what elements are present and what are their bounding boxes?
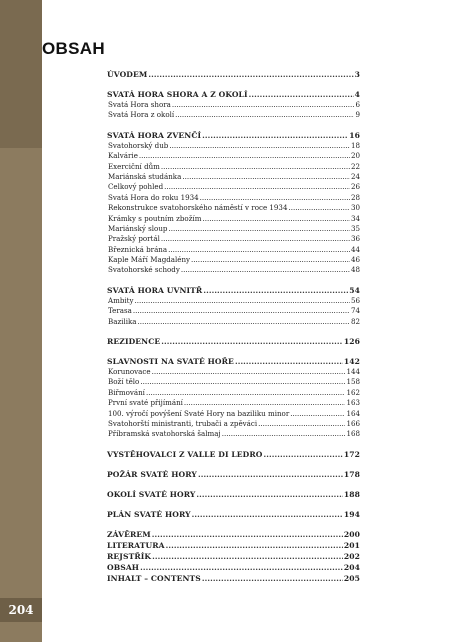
toc-subsection[interactable] [107,377,360,387]
toc-section[interactable] [107,69,360,80]
toc-page-number: 16 [349,130,360,140]
toc-label: První svaté přijímání [108,398,183,408]
toc-page-number: 202 [343,551,360,561]
toc-subsection[interactable] [107,255,360,265]
toc-page-number: 158 [346,377,360,387]
toc-section[interactable] [107,356,360,367]
toc-subsection[interactable] [107,224,360,234]
toc-spacer [107,327,360,336]
toc-subsection[interactable] [107,182,360,192]
toc-leader-dots [166,540,343,551]
toc-page-number: 28 [350,192,360,202]
toc-leader-dots [263,449,342,460]
toc-page-number: 142 [343,357,360,367]
toc-page-number: 178 [343,469,360,479]
toc-page-number: 188 [343,489,360,499]
toc-label: Kaple Máří Magdalény [108,255,191,265]
toc-page-number: 22 [350,161,360,171]
toc-spacer [107,460,360,469]
toc-leader-dots [288,203,350,213]
toc-label: Bazilika [108,316,137,326]
toc-subsection[interactable] [107,265,360,275]
toc-leader-dots [235,356,343,367]
toc-leader-dots [203,285,348,296]
toc-page-number: 6 [355,100,360,109]
toc-label: Svatá Hora do roku 1934 [108,192,199,202]
toc-leader-dots [175,110,354,120]
toc-leader-dots [200,193,350,203]
toc-label: 100. výročí povýšení Svaté Hory na baziliku minor [108,408,290,418]
toc-leader-dots [168,245,350,255]
toc-page-number: 46 [350,255,360,265]
toc-leader-dots [182,172,350,182]
toc-spacer [107,121,360,130]
toc-page-number: 3 [354,70,360,79]
toc-page-number: 204 [343,562,360,572]
toc-leader-dots [181,265,350,275]
toc-section[interactable] [107,562,360,573]
toc-page-number: 56 [350,295,360,305]
toc-page-number: 9 [355,110,360,120]
toc-leader-dots [184,398,346,408]
toc-page-number: 162 [346,387,360,397]
toc-section[interactable] [107,336,360,347]
toc-page-number: 35 [350,223,360,233]
toc-leader-dots [168,224,350,234]
toc-page-number: 74 [350,306,360,316]
toc-label: SLAVNOSTI NA SVATÉ HOŘE [107,357,234,367]
toc-subsection[interactable] [107,100,360,110]
toc-page-number: 82 [350,316,360,326]
toc-section[interactable] [107,489,360,500]
toc-section[interactable] [107,540,360,551]
toc-page-number: 163 [346,398,360,408]
toc-subsection[interactable] [107,398,360,408]
toc-label: Ambity [108,295,134,305]
toc-subsection[interactable] [107,419,360,429]
toc-label: OBSAH [107,562,140,572]
toc-page-number: 54 [349,285,360,295]
toc-label: Biřmování [108,387,145,397]
toc-label: Exerciční dům [108,161,160,171]
toc-page-number: 205 [343,573,360,583]
toc-page-number: 18 [350,140,360,150]
toc-subsection[interactable] [107,306,360,316]
toc-leader-dots [249,89,354,100]
toc-spacer [107,80,360,89]
toc-page-number: 194 [343,509,360,519]
toc-label: REZIDENCE [107,337,161,347]
toc-section[interactable] [107,285,360,296]
toc-label: VYSTĚHOVALCI Z VALLE DI LEDRO [107,449,263,459]
toc-label: Celkový pohled [108,182,164,192]
toc-spacer [107,276,360,285]
toc-label: Kalvárie [108,151,138,161]
toc-label: Svatá Hora shora [108,100,171,109]
toc-label: OKOLÍ SVATÉ HORY [107,489,196,499]
toc-leader-dots [133,306,350,316]
toc-section[interactable] [107,89,360,100]
toc-spacer [107,480,360,489]
toc-subsection[interactable] [107,172,360,182]
toc-page-number: 24 [350,171,360,181]
toc-leader-dots [258,419,345,429]
toc-section[interactable] [107,130,360,141]
toc-page-number: 44 [350,244,360,254]
toc-page-number: 36 [350,234,360,244]
toc-subsection[interactable] [107,317,360,327]
toc-leader-dots [191,255,350,265]
toc-section[interactable] [107,529,360,540]
toc-spacer [107,520,360,529]
toc-leader-dots [202,573,343,584]
toc-leader-dots [164,182,350,192]
toc-leader-dots [152,529,343,540]
toc-page-number: 30 [350,203,360,213]
toc-leader-dots [198,469,343,480]
toc-label: ÚVODEM [107,70,148,79]
toc-subsection[interactable] [107,429,360,439]
toc-page-number: 200 [343,529,360,539]
toc-subsection[interactable] [107,296,360,306]
toc-label: Korunovace [108,367,151,377]
toc-leader-dots [135,296,350,306]
toc-leader-dots [169,141,350,151]
table-of-contents [107,69,360,584]
toc-section[interactable] [107,449,360,460]
toc-leader-dots [152,367,346,377]
toc-label: REJSTŘÍK [107,551,152,561]
toc-subsection[interactable] [107,151,360,161]
toc-label: Pražský portál [108,234,160,244]
toc-page-number: 20 [350,151,360,161]
toc-subsection[interactable] [107,110,360,120]
toc-label: Boží tělo [108,377,140,387]
toc-section[interactable] [107,469,360,480]
toc-leader-dots [161,162,350,172]
toc-leader-dots [172,100,355,110]
toc-subsection[interactable] [107,141,360,151]
toc-label: Terasa [108,306,132,316]
toc-subsection[interactable] [107,388,360,398]
toc-label: Svatohorští ministranti, trubači a zpěváci [108,418,258,428]
toc-leader-dots [140,377,345,387]
toc-label: Svatohorský dub [108,140,169,150]
toc-leader-dots [192,509,343,520]
toc-leader-dots [139,151,350,161]
toc-subsection[interactable] [107,162,360,172]
toc-subsection[interactable] [107,193,360,203]
toc-leader-dots [138,317,350,327]
page-title: OBSAH [42,39,105,58]
toc-label: SVATÁ HORA SHORA A Z OKOLÍ [107,90,248,99]
toc-leader-dots [161,234,350,244]
toc-spacer [107,440,360,449]
toc-label: LITERATURA [107,540,165,550]
toc-label: Svatá Hora z okolí [108,110,175,120]
toc-page-number: 126 [343,337,360,347]
toc-label: Mariánská studánka [108,171,182,181]
toc-label: Krámky s poutním zbožím [108,213,202,223]
toc-page-number: 48 [350,265,360,275]
toc-subsection[interactable] [107,234,360,244]
toc-leader-dots [152,551,343,562]
toc-label: PLÁN SVATÉ HORY [107,509,191,519]
toc-section[interactable] [107,551,360,562]
toc-label: Rekonstrukce svatohorského náměstí v roce 1934 [108,203,288,213]
toc-section[interactable] [107,509,360,520]
toc-subsection[interactable] [107,203,360,213]
toc-label: Mariánský sloup [108,223,168,233]
toc-page-number: 4 [354,90,360,99]
toc-leader-dots [290,409,345,419]
toc-label: INHALT – CONTENTS [107,573,201,583]
toc-label: SVATÁ HORA ZVENČÍ [107,130,202,140]
page-number: 204 [0,598,42,622]
toc-subsection[interactable] [107,367,360,377]
toc-section[interactable] [107,573,360,584]
toc-label: Svatohorské schody [108,265,180,275]
toc-leader-dots [202,130,348,141]
toc-spacer [107,347,360,356]
toc-page-number: 164 [346,408,360,418]
toc-label: Březnická brána [108,244,168,254]
toc-subsection[interactable] [107,214,360,224]
side-bar-top [0,0,42,148]
toc-label: Příbramská svatohorská šalmaj [108,429,221,439]
toc-leader-dots [196,489,342,500]
toc-spacer [107,500,360,509]
toc-page-number: 166 [346,418,360,428]
toc-leader-dots [161,336,343,347]
toc-leader-dots [140,562,343,573]
toc-page-number: 172 [343,449,360,459]
toc-leader-dots [146,388,346,398]
toc-leader-dots [148,69,353,80]
toc-page-number: 144 [346,367,360,377]
toc-subsection[interactable] [107,409,360,419]
toc-page-number: 26 [350,182,360,192]
toc-label: ZÁVĚREM [107,529,151,539]
toc-subsection[interactable] [107,245,360,255]
toc-leader-dots [202,214,350,224]
toc-label: POŽÁR SVATÉ HORY [107,469,197,479]
toc-leader-dots [222,429,346,439]
toc-page-number: 168 [346,429,360,439]
toc-page-number: 201 [343,540,360,550]
toc-label: SVATÁ HORA UVNITŘ [107,285,203,295]
toc-page-number: 34 [350,213,360,223]
